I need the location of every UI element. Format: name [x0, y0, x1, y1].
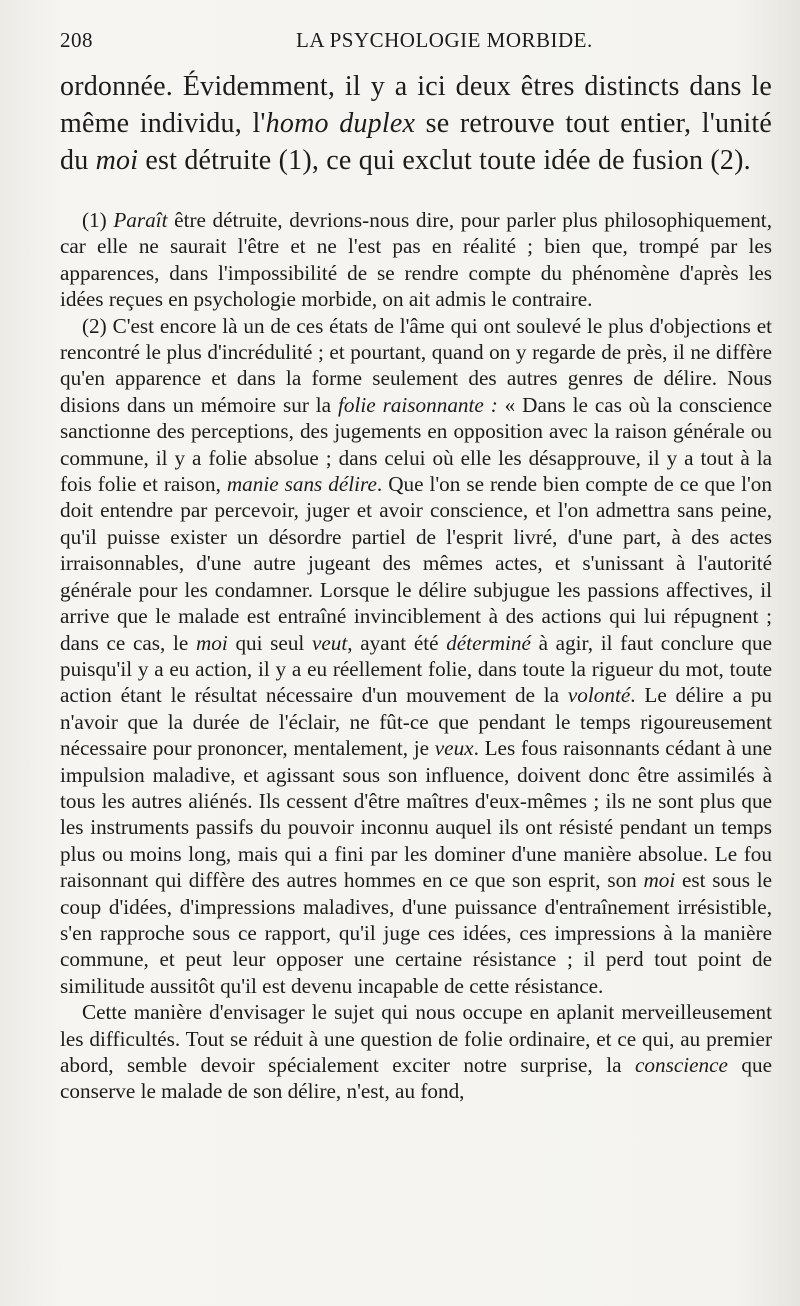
footnote-text: , ayant été [347, 630, 447, 655]
footnote-text: est sous le coup d'idées, d'impressions maladives, d'une puissance d'entraînement irrésistible, s'en rapproche sous ce rapport, qu'il juge ces idées, ces impressions à la manière commune, et peut leur opposer une certaine résistance ; il perd tout point de similitude aussitôt qu'il est devenu incapable de cette résistance. [60, 868, 772, 998]
footnote-italic: déterminé [446, 630, 531, 655]
footnote-text: . Les fous raisonnants cédant à une impulsion maladive, et agissant sous son influence, doivent donc être assimilés à tous les autres aliénés. Ils cessent d'être maîtres d'eux-mêmes ; ils ne sont plus que les instruments passifs du pouvoir inconnu auquel ils ont résisté pendant un temps plus ou moins long, mais qui a fini par les dominer d'une manière absolue. Le fou raisonnant qui diffère des autres hommes en ce que son esprit, son [60, 736, 772, 893]
footnotes [60, 207, 772, 1105]
main-italic-homo-duplex: homo duplex [265, 108, 416, 139]
footnote-text: Cette manière d'envisager le sujet qui nous occupe en aplanit merveilleusement les difficultés. Tout se réduit à une question de folie ordinaire, et ce qui, au premier abord, semble devoir spécialement exciter notre surprise, la [60, 1000, 772, 1077]
footnote-text: . Que l'on se rende bien compte de ce que l'on doit entendre par percevoir, juger et avoir conscience, et l'on admettra sans peine, qu'il puisse exister un désordre partiel de l'esprit livré, d'une part, à des actes irraisonnables, d'une autre jugeant des mêmes actes, et s'unissant à l'autorité générale pour les condamner. Lorsque le délire subjugue les passions affectives, il arrive que le malade est entraîné invinciblement à des actions qui lui répugnent ; dans ce cas, le [60, 472, 772, 655]
footnote-text: C'est encore là un de ces états de l'âme qui ont soulevé le plus d'objections et rencontré le plus d'incrédulité ; et pourtant, quand on y regarde de près, il ne diffère qu'en apparence et dans la forme seulement des autres genres de délire. Nous disions dans un mémoire sur la [60, 313, 772, 417]
footnote-2 [60, 313, 772, 1000]
footnote-italic: moi [643, 868, 676, 893]
footnote-marker: (2) [82, 313, 113, 338]
main-text-segment: est détruite (1), ce qui exclut toute idée de fusion (2). [138, 145, 751, 176]
footnote-text: à agir, il faut conclure que puisqu'il y a eu action, il y a eu réellement folie, dans toute la rigueur du mot, toute action étant le résultat nécessaire d'un mouvement de la [60, 630, 772, 708]
main-italic-moi: moi [95, 145, 139, 176]
footnote-italic: veux [434, 736, 474, 761]
footnote-italic: moi [195, 630, 228, 655]
main-text-segment: ordonnée. Évidemment, il y a ici deux êtres distincts dans le même individu, l' [60, 71, 772, 139]
footnote-text: . Le délire a pu n'avoir que la durée de l'éclair, ne fût-ce que pendant le temps rigoureusement nécessaire pour prononcer, mentalement, je [60, 683, 773, 761]
footnote-italic: volonté [567, 683, 631, 708]
footnote-marker: (1) [82, 208, 114, 232]
running-title: LA PSYCHOLOGIE MORBIDE. [296, 28, 593, 52]
footnote-text: que conserve le malade de son délire, n'est, au fond, [60, 1053, 772, 1104]
footnote-italic: folie raisonnante : [338, 392, 498, 417]
footnote-italic: manie sans délire [226, 472, 377, 497]
footnote-2-continuation [60, 999, 772, 1105]
footnote-italic: conscience [634, 1053, 728, 1077]
page-number: 208 [60, 28, 93, 52]
footnote-text: « Dans le cas où la conscience sanctionne des perceptions, des jugements en opposition avec la raison générale ou commune, il y a folie absolue ; dans celui où elle les désapprouve, il y a tout à la fois folie et raison, [60, 392, 772, 497]
footnote-italic: veut [312, 630, 348, 655]
main-text-segment: se retrouve tout entier, l'unité du [60, 108, 772, 176]
running-head [60, 28, 772, 62]
footnote-text: qui seul [227, 630, 312, 655]
footnote-text: être détruite, devrions-nous dire, pour parler plus philosophiquement, car elle ne saurait l'être et ne l'est pas en réalité ; bien que, trompé par les apparences, dans l'impossibilité de se rendre compte du phénomène d'après les idées reçues en psychologie morbide, on ait admis le contraire. [60, 208, 772, 312]
footnote-italic: Paraît [113, 208, 168, 232]
main-paragraph [60, 68, 772, 179]
footnote-1 [60, 207, 772, 313]
